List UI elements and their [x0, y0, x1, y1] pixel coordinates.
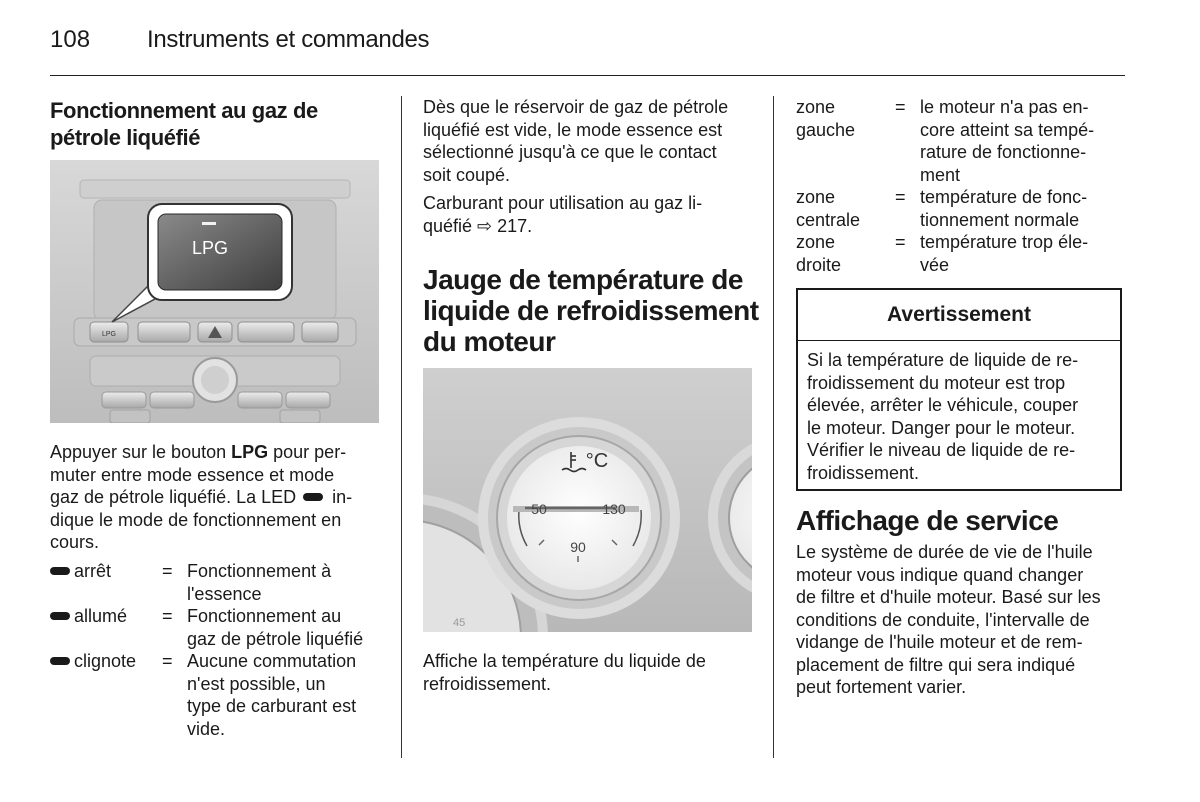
text: refroidissement. — [423, 673, 552, 694]
zone-key: gauche — [796, 119, 856, 140]
small-lpg-label: LPG — [101, 331, 117, 338]
led-state-key: allumé — [74, 606, 128, 626]
zone-row — [796, 96, 1126, 186]
equals-sign: = — [895, 187, 906, 207]
scale-min-label: 50 — [531, 501, 547, 517]
text: le moteur. Danger pour le moteur. — [807, 417, 1076, 438]
text: Affiche la température du liquide de — [423, 651, 706, 671]
text: de filtre et d'huile moteur. Basé sur les — [796, 587, 1101, 607]
service-description — [796, 541, 1126, 699]
text: pour per- — [268, 442, 347, 462]
coolant-gauge-heading — [423, 264, 768, 357]
scale-max-label: 130 — [602, 501, 626, 517]
warning-title: Avertissement — [798, 290, 1120, 341]
heading-line: Jauge de température de — [423, 264, 743, 295]
column-divider-right — [773, 96, 774, 758]
zone-key: droite — [796, 254, 842, 275]
zone-row — [796, 186, 1126, 231]
zone-desc: tionnement normale — [920, 209, 1080, 230]
text: Carburant pour utilisation au gaz li- — [423, 193, 703, 213]
lpg-bold: LPG — [231, 442, 269, 462]
text: quéfié — [423, 215, 478, 236]
unit-label: °C — [585, 450, 609, 472]
led-state-desc: Fonctionnement à — [187, 561, 332, 581]
header-rule — [50, 75, 1125, 76]
led-state-desc: vide. — [187, 718, 226, 739]
led-icon — [50, 657, 70, 665]
equals-sign: = — [162, 606, 173, 626]
led-state-desc: l'essence — [187, 583, 262, 604]
text: dique le mode de fonctionnement en — [50, 509, 342, 530]
led-state-desc: Fonctionnement au — [187, 606, 342, 626]
text: vidange de l'huile moteur et de rem- — [796, 632, 1083, 652]
led-state-row — [50, 650, 390, 740]
led-state-key: clignote — [74, 651, 137, 671]
zone-key: zone — [796, 97, 836, 117]
page-reference-arrow-icon: ⇨ — [477, 215, 493, 236]
gauge-caption — [423, 650, 763, 695]
lpg-heading-line: pétrole liquéfié — [50, 125, 201, 150]
led-state-list — [50, 560, 390, 740]
text: Dès que le réservoir de gaz de pétrole — [423, 97, 729, 117]
warning-box — [796, 288, 1122, 491]
lpg-heading — [50, 97, 390, 151]
led-icon — [50, 612, 70, 620]
lpg-heading-line: Fonctionnement au gaz de — [50, 98, 318, 123]
text: in- — [327, 487, 353, 507]
coolant-gauge-figure — [423, 368, 752, 632]
zone-desc: core atteint sa tempé- — [920, 119, 1095, 140]
text: Vérifier le niveau de liquide de re- — [807, 440, 1076, 460]
zone-desc: rature de fonctionne- — [920, 142, 1087, 162]
warning-body — [798, 341, 1120, 484]
led-state-row — [50, 560, 390, 605]
led-state-desc: Aucune commutation — [187, 651, 357, 671]
lpg-button-figure — [50, 160, 379, 423]
text: cours. — [50, 532, 100, 552]
text: Le système de durée de vie de l'huile — [796, 542, 1093, 562]
text: peut fortement varier. — [796, 677, 967, 697]
text: élevée, arrêter le véhicule, couper — [807, 395, 1079, 415]
zone-desc: ment — [920, 164, 961, 185]
text: Appuyer sur le bouton — [50, 442, 232, 462]
coolant-gauge-illustration — [423, 368, 752, 632]
column-divider-left — [401, 96, 402, 758]
heading-line: du moteur — [423, 326, 556, 357]
lpg-description — [50, 441, 390, 554]
zone-row — [796, 231, 1126, 276]
zone-list — [796, 96, 1126, 276]
equals-sign: = — [895, 232, 906, 252]
text: conditions de conduite, l'intervalle de — [796, 609, 1090, 630]
led-state-desc: type de carburant est — [187, 696, 357, 716]
equals-sign: = — [895, 97, 906, 117]
led-icon — [50, 567, 70, 575]
led-icon — [303, 493, 323, 501]
heading-line: liquide de refroidissement — [423, 295, 759, 326]
text: soit coupé. — [423, 164, 511, 185]
text: placement de filtre qui sera indiqué — [796, 654, 1076, 675]
text: liquéfié est vide, le mode essence est — [423, 119, 723, 140]
text: froidissement. — [807, 462, 920, 483]
equals-sign: = — [162, 561, 173, 581]
service-heading: Affichage de service — [796, 505, 1059, 536]
page-number: 108 — [50, 26, 91, 53]
center-console-illustration — [50, 160, 379, 423]
text: gaz de pétrole liquéfié. La LED — [50, 487, 302, 507]
led-state-desc: n'est possible, un — [187, 673, 326, 694]
scale-mid-label: 90 — [570, 539, 586, 555]
led-state-key: arrêt — [74, 561, 112, 581]
zone-desc: le moteur n'a pas en- — [920, 97, 1089, 117]
led-state-row — [50, 605, 390, 650]
text: Si la température de liquide de re- — [807, 350, 1079, 370]
section-title: Instruments et commandes — [147, 26, 430, 53]
zone-key: centrale — [796, 209, 861, 230]
zone-desc: vée — [920, 254, 950, 275]
lpg-button-label: LPG — [191, 238, 229, 258]
text: moteur vous indique quand changer — [796, 564, 1084, 585]
text: sélectionné jusqu'à ce que le contact — [423, 142, 717, 162]
page-reference-link[interactable]: 217. — [492, 215, 533, 236]
text: froidissement du moteur est trop — [807, 372, 1066, 393]
equals-sign: = — [162, 651, 173, 671]
lpg-empty-note — [423, 96, 763, 186]
zone-desc: température de fonc- — [920, 187, 1088, 207]
zone-desc: température trop éle- — [920, 232, 1089, 252]
led-state-desc: gaz de pétrole liquéfié — [187, 628, 364, 649]
fuel-reference — [423, 192, 763, 237]
zone-key: zone — [796, 232, 836, 252]
side-scale-label: 45 — [453, 617, 466, 629]
text: muter entre mode essence et mode — [50, 464, 335, 485]
zone-key: zone — [796, 187, 836, 207]
